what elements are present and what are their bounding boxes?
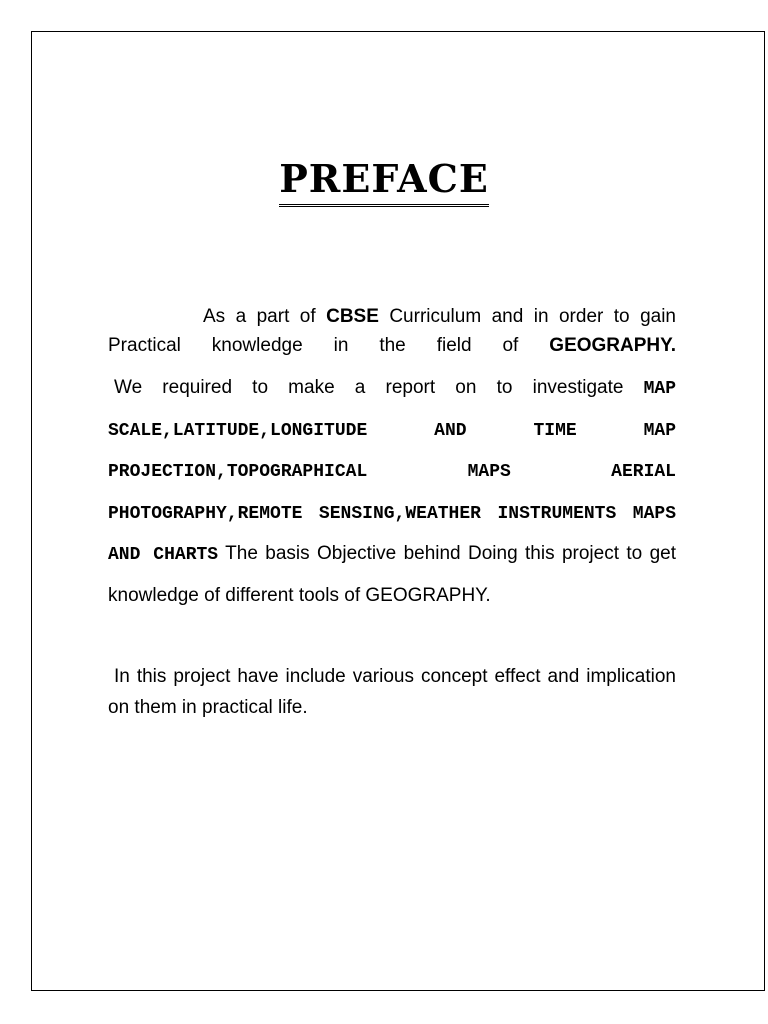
page-title [0,156,768,207]
p1-bold-geography: GEOGRAPHY. [549,335,676,356]
p2-text-2: The basis Objective behind Doing this project to get knowledge of different tools of GEOGRAPHY. [108,543,676,606]
title-text: PREFACE [279,160,489,207]
p1-bold-cbse: CBSE [326,306,379,327]
p1-text-2: Curriculum and in order to gain Practical knowledge in the field of [108,306,676,356]
p3-text-1: In this project have include various concept effect and implication on them in practical life. [108,666,676,718]
preface-paragraph-3 [108,661,676,723]
p2-topics-list: MAP SCALE,LATITUDE,LONGITUDE AND TIME MAP PROJECTION,TOPOGRAPHICAL MAPS AERIAL PHOTOGRAPHY,REMOTE SENSING,WEATHER INSTRUMENTS MAPS AND CHARTS [108,379,676,565]
p1-text-1: As a part of [203,306,327,327]
preface-paragraph-2 [108,368,676,616]
preface-paragraph-1 [108,302,676,360]
p2-text-1: We required to make a report on to investigate [114,377,644,398]
